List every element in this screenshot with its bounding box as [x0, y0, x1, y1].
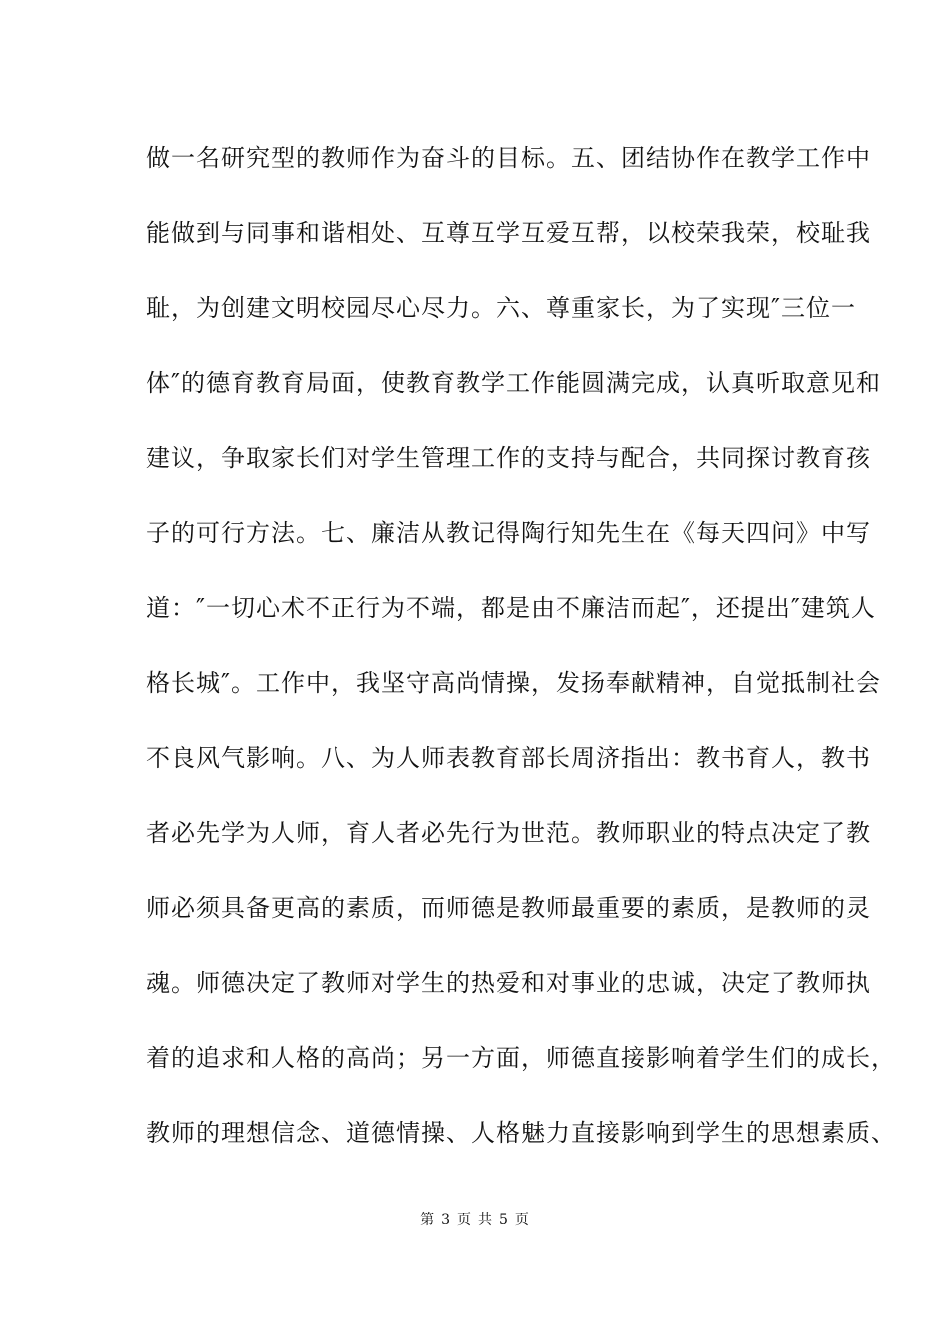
text-line: 做一名研究型的教师作为奋斗的目标。五、团结协作在教学工作中 [146, 144, 871, 172]
text-line: 子的可行方法。七、廉洁从教记得陶行知先生在《每天四问》中写 [146, 519, 871, 547]
total-suffix: 页 [514, 1212, 530, 1228]
current-page-number: 3 [441, 1212, 451, 1228]
total-page-count: 5 [499, 1212, 509, 1228]
text-line: 体″的德育教育局面，使教育教学工作能圆满完成，认真听取意见和 [146, 369, 881, 397]
page-word: 页 [457, 1212, 472, 1228]
text-line: 着的追求和人格的高尚；另一方面，师德直接影响着学生们的成长， [146, 1044, 896, 1072]
text-line: 道：″一切心术不正行为不端，都是由不廉洁而起″，还提出″建筑人 [146, 594, 876, 622]
body-text [146, 140, 896, 1190]
text-line: 师必须具备更高的素质，而师德是教师最重要的素质，是教师的灵 [146, 894, 871, 922]
page-prefix: 第 [420, 1212, 436, 1228]
text-line: 能做到与同事和谐相处、互尊互学互爱互帮，以校荣我荣，校耻我 [146, 219, 871, 247]
text-line: 教师的理想信念、道德情操、人格魅力直接影响到学生的思想素质、 [146, 1119, 896, 1147]
text-line: 者必先学为人师，育人者必先行为世范。教师职业的特点决定了教 [146, 819, 871, 847]
text-line: 建议，争取家长们对学生管理工作的支持与配合，共同探讨教育孩 [146, 444, 871, 472]
text-line: 不良风气影响。八、为人师表教育部长周济指出：教书育人，教书 [146, 744, 871, 772]
text-line: 格长城″。工作中，我坚守高尚情操，发扬奉献精神，自觉抵制社会 [146, 669, 881, 697]
text-line: 魂。师德决定了教师对学生的热爱和对事业的忠诚，决定了教师执 [146, 969, 871, 997]
total-prefix: 共 [478, 1212, 493, 1228]
page-footer [0, 1209, 950, 1229]
text-line: 耻，为创建文明校园尽心尽力。六、尊重家长，为了实现″三位一 [146, 294, 856, 322]
